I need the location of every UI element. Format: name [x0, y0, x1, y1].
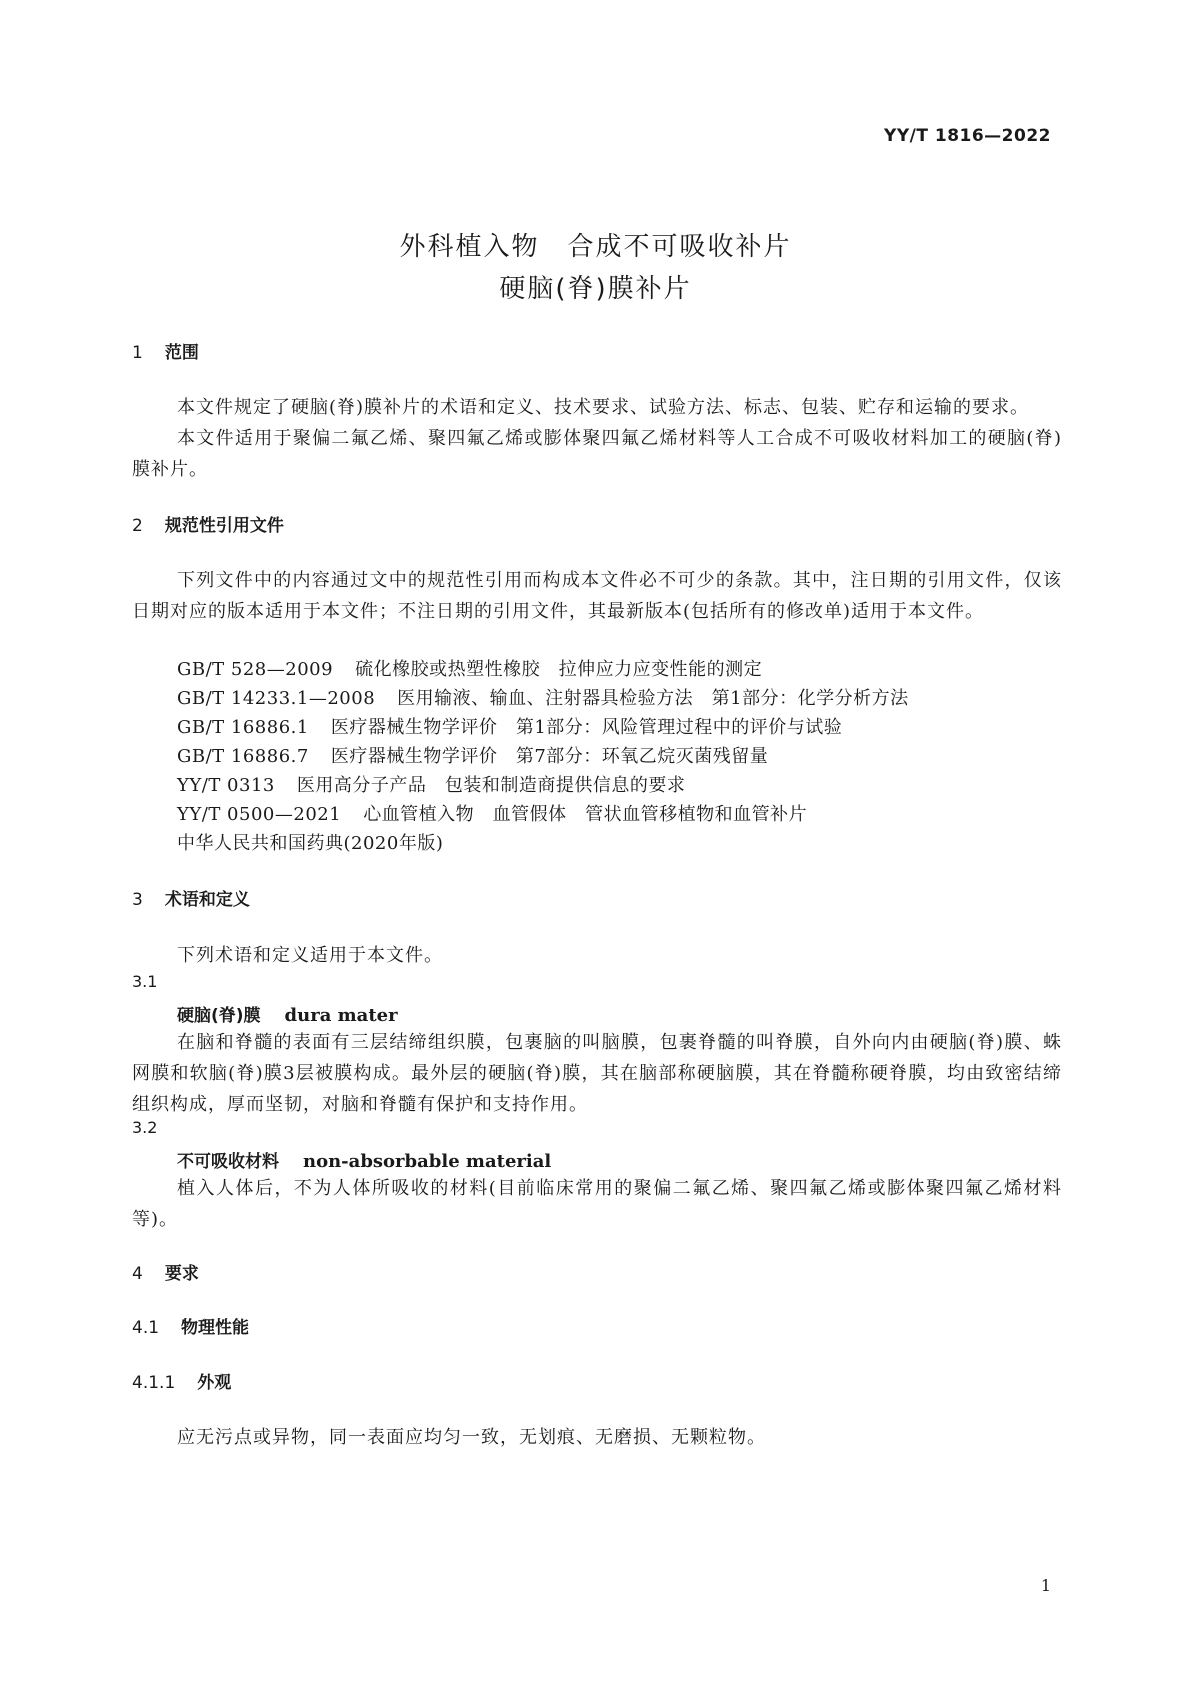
section-number: 3: [132, 890, 143, 910]
reference-title: 硫化橡胶或热塑性橡胶 拉伸应力应变性能的测定: [355, 659, 763, 680]
term-english: non-absorbable material: [303, 1151, 552, 1172]
reference-code: GB/T 16886.1: [177, 717, 309, 738]
section-number: 2: [132, 516, 143, 536]
section-4-heading: [132, 1259, 199, 1284]
section-title: 要求: [164, 1264, 199, 1284]
reference-title: 医疗器械生物学评价 第1部分：风险管理过程中的评价与试验: [330, 717, 843, 738]
reference-item: [177, 713, 842, 739]
reference-title: 中华人民共和国药典(2020年版): [177, 833, 444, 854]
subsection-4-1-1-heading: [132, 1368, 231, 1393]
subsection-4-1-1-text: 应无污点或异物，同一表面应均匀一致，无划痕、无磨损、无颗粒物。: [177, 1427, 766, 1448]
page-number: 1: [1040, 1576, 1051, 1595]
section-1-paragraph-2: 本文件适用于聚偏二氟乙烯、聚四氟乙烯或膨体聚四氟乙烯材料等人工合成不可吸收材料加工的硬脑(脊)膜补片。: [132, 428, 1062, 480]
reference-title: 医用高分子产品 包装和制造商提供信息的要求: [296, 775, 686, 796]
term-heading: [177, 1001, 398, 1026]
section-number: 1: [132, 343, 143, 363]
document-title-line-1: 外科植入物 合成不可吸收补片: [399, 232, 792, 262]
section-title: 物理性能: [181, 1318, 250, 1338]
term-heading: [177, 1147, 551, 1172]
reference-code: YY/T 0500—2021: [177, 804, 342, 825]
section-2-heading: [132, 511, 284, 536]
reference-code: YY/T 0313: [177, 775, 275, 796]
section-title: 术语和定义: [164, 890, 250, 910]
subsection-4-1-heading: [132, 1313, 249, 1338]
section-title: 外观: [197, 1373, 232, 1393]
section-1-paragraph-1: 本文件规定了硬脑(脊)膜补片的术语和定义、技术要求、试验方法、标志、包装、贮存和运输的要求。: [177, 397, 1030, 418]
term-chinese: 不可吸收材料: [177, 1152, 279, 1172]
section-title: 规范性引用文件: [164, 516, 284, 536]
reference-item: [177, 829, 443, 855]
section-title: 范围: [164, 343, 199, 363]
standard-code: YY/T 1816—2022: [884, 126, 1051, 146]
reference-title: 心血管植入物 血管假体 管状血管移植物和血管补片: [363, 804, 808, 825]
reference-item: [177, 684, 909, 710]
reference-code: GB/T 14233.1—2008: [177, 688, 376, 709]
section-number: 4.1: [132, 1318, 160, 1338]
section-number: 4: [132, 1264, 143, 1284]
reference-item: [177, 771, 685, 797]
term-number: 3.1: [132, 972, 158, 991]
reference-item: [177, 742, 768, 768]
reference-title: 医疗器械生物学评价 第7部分：环氧乙烷灭菌残留量: [330, 746, 769, 767]
section-3-intro: 下列术语和定义适用于本文件。: [177, 945, 443, 966]
section-number: 4.1.1: [132, 1373, 176, 1393]
reference-code: GB/T 16886.7: [177, 746, 309, 767]
term-definition: 植入人体后，不为人体所吸收的材料(目前临床常用的聚偏二氟乙烯、聚四氟乙烯或膨体聚四氟乙烯材料等)。: [132, 1178, 1062, 1230]
term-english: dura mater: [284, 1005, 398, 1026]
term-chinese: 硬脑(脊)膜: [177, 1006, 261, 1026]
section-3-heading: [132, 885, 250, 910]
section-1-heading: [132, 338, 199, 363]
reference-item: [177, 655, 762, 681]
reference-code: GB/T 528—2009: [177, 659, 334, 680]
term-number: 3.2: [132, 1118, 158, 1137]
document-title-line-2: 硬脑(脊)膜补片: [499, 274, 692, 304]
reference-item: [177, 800, 807, 826]
reference-title: 医用输液、输血、注射器具检验方法 第1部分：化学分析方法: [397, 688, 909, 709]
term-definition: 在脑和脊髓的表面有三层结缔组织膜，包裹脑的叫脑膜，包裹脊髓的叫脊膜，自外向内由硬脑(脊)膜、蛛网膜和软脑(脊)膜3层被膜构成。最外层的硬脑(脊)膜，其在脑部称硬脑膜，其在脊髓称硬脊膜，均由致密结缔组织构成，厚而坚韧，对脑和脊髓有保护和支持作用。: [132, 1032, 1062, 1115]
section-2-paragraph-1: 下列文件中的内容通过文中的规范性引用而构成本文件必不可少的条款。其中，注日期的引用文件，仅该日期对应的版本适用于本文件；不注日期的引用文件，其最新版本(包括所有的修改单)适用于本文件。: [132, 570, 1062, 622]
